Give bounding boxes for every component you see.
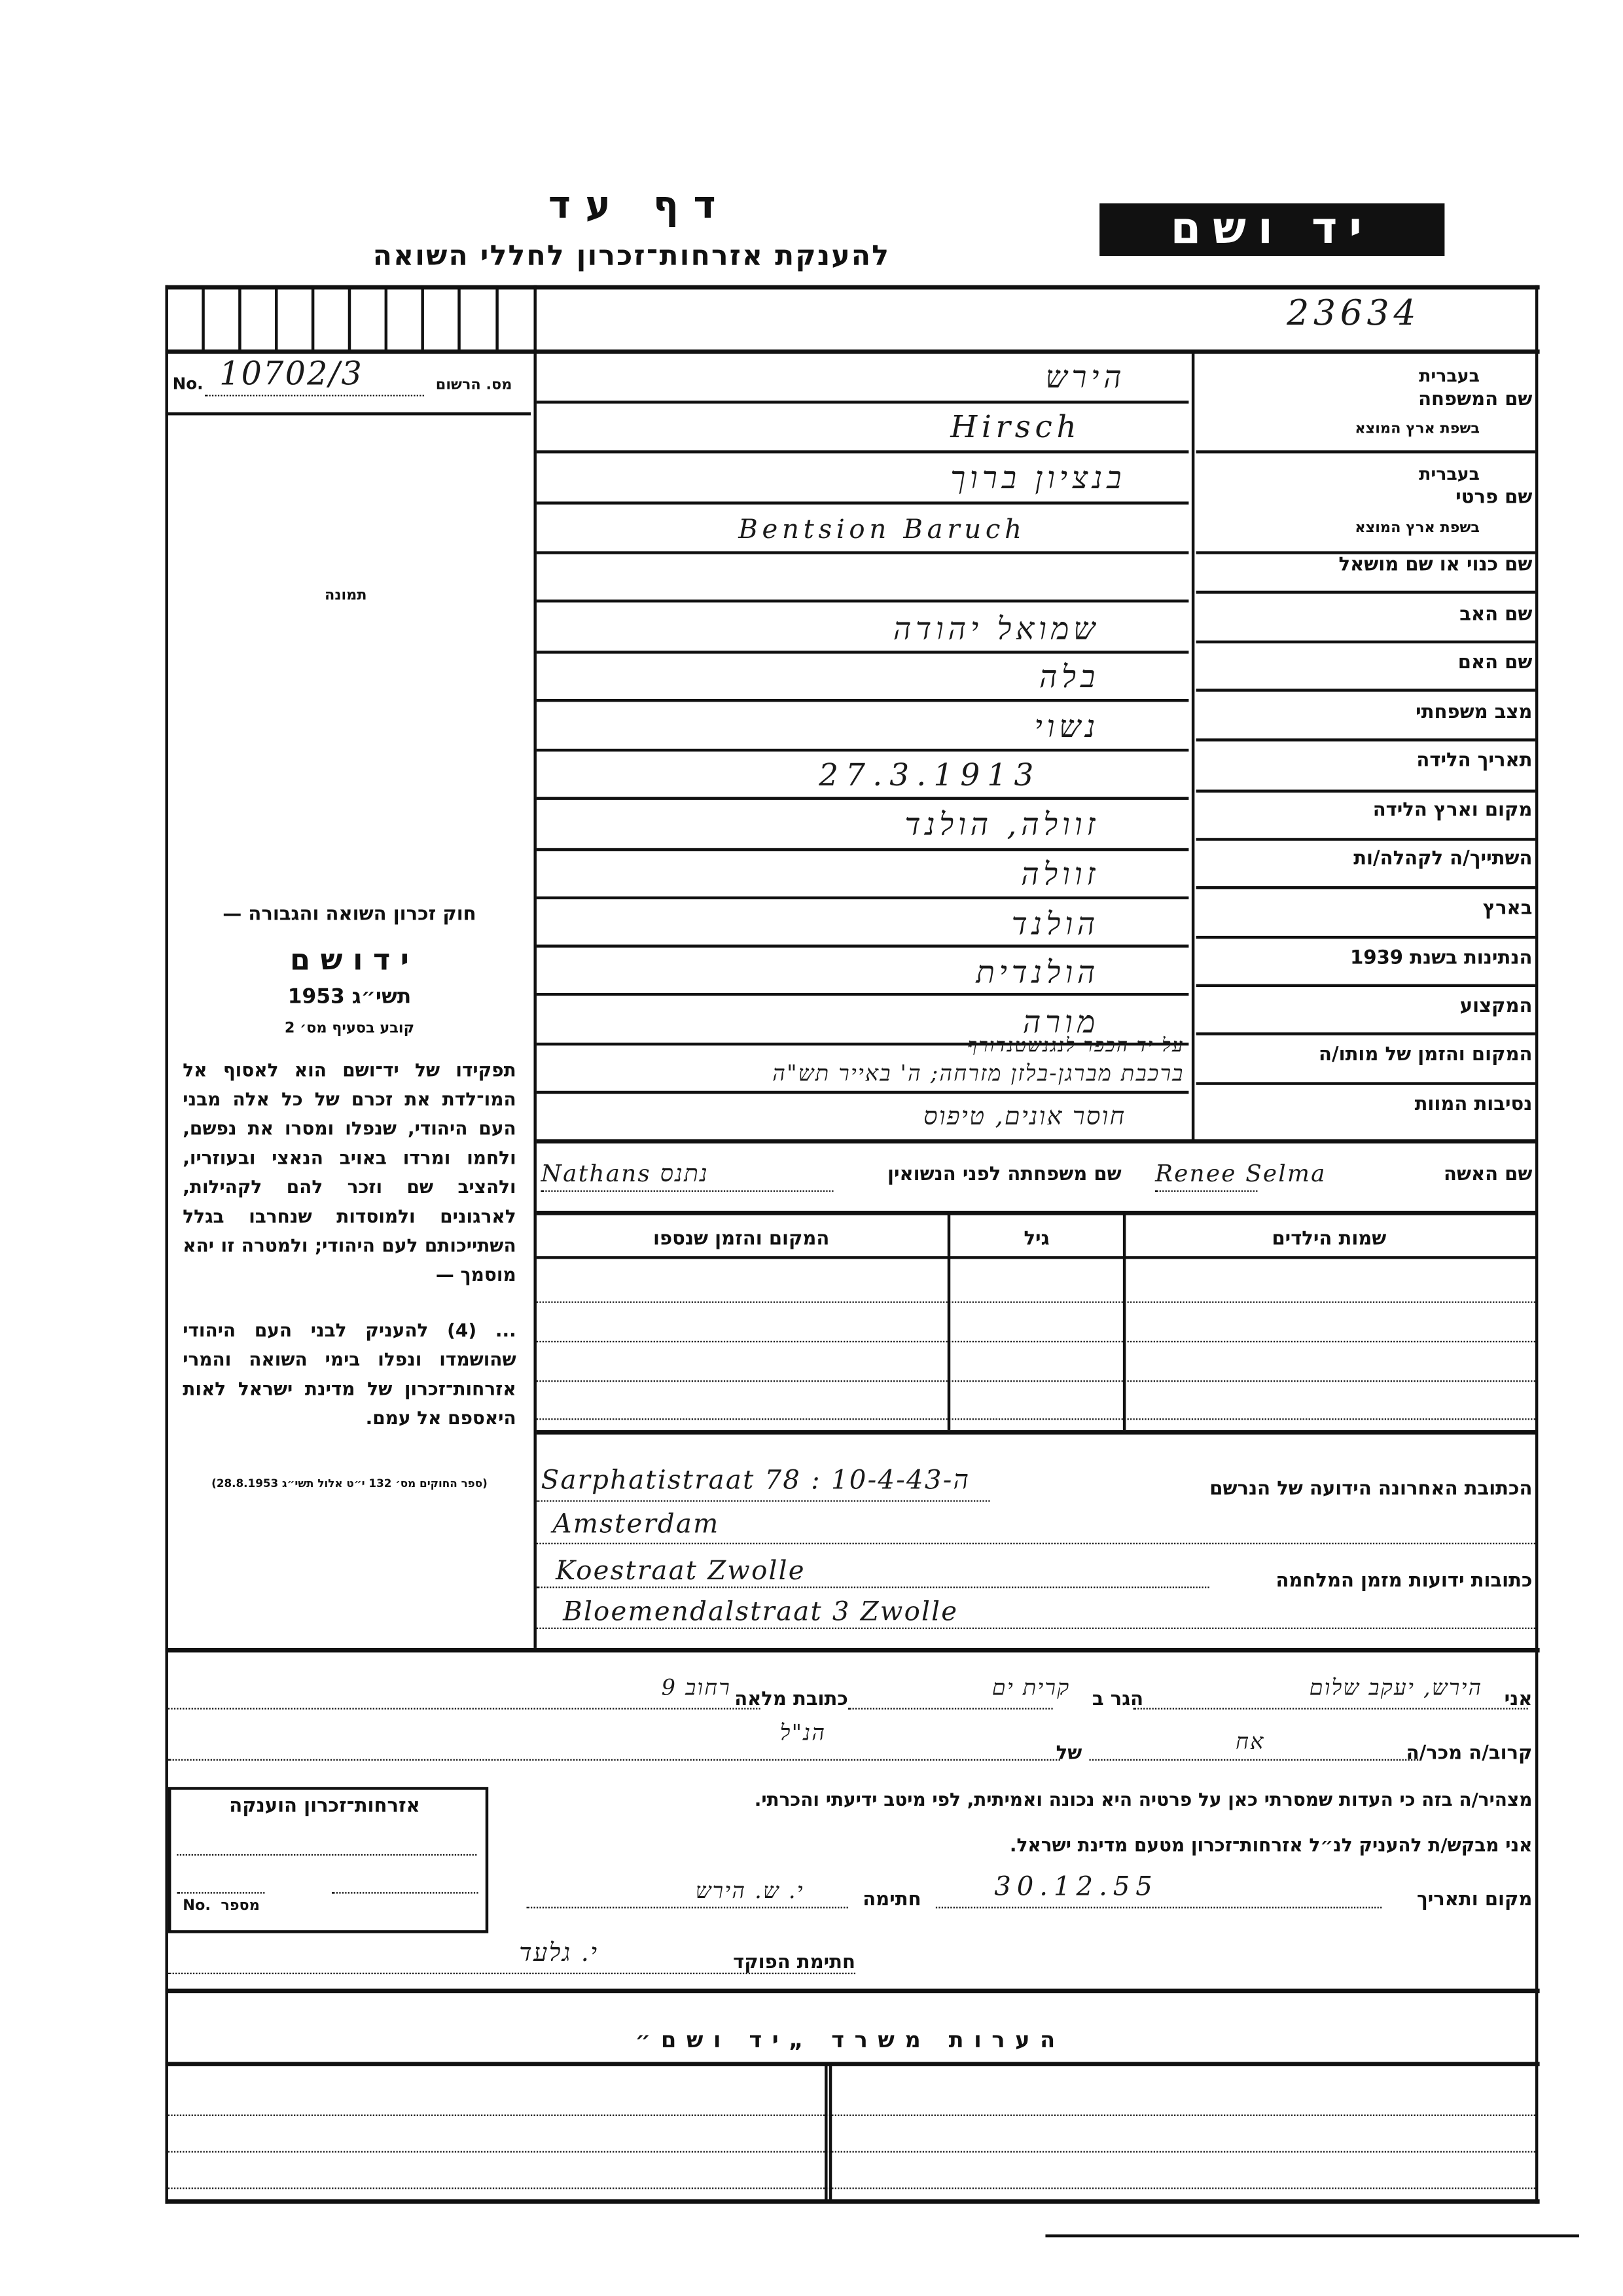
row-line xyxy=(1196,886,1535,889)
children-names-header: שמות הילדים xyxy=(1272,1228,1387,1251)
officer-signature-field[interactable] xyxy=(168,1973,855,1974)
children-age-header: גיל xyxy=(1024,1228,1050,1251)
row-line xyxy=(1196,789,1535,792)
declarant-city: קרית ים xyxy=(991,1674,1071,1701)
given-name-origin: Bentsion Baruch xyxy=(738,514,1026,546)
of-label: של xyxy=(1056,1743,1082,1765)
declarant-address: רחוב 9 xyxy=(661,1674,732,1701)
frame-left xyxy=(165,285,168,2204)
wartime-addresses-label: כתובות ידועות מזמן המלחמה xyxy=(1275,1570,1533,1593)
birth-date-label: תאריך הלידה xyxy=(1416,750,1533,772)
remarks-column-divider xyxy=(829,2065,832,2201)
box-cell xyxy=(385,288,387,350)
row-line xyxy=(1196,838,1535,840)
death-circumstances-value: חוסר אונים, טיפוס xyxy=(923,1102,1126,1132)
table-header-line xyxy=(537,1256,1537,1259)
table-column-divider xyxy=(948,1213,950,1430)
declarant-signature: י. ש. הירש xyxy=(695,1877,804,1904)
row-line xyxy=(1196,738,1535,741)
frame-bottom xyxy=(165,2199,1539,2204)
value-line xyxy=(537,749,1188,751)
nationality-label: הנתינות בשנת 1939 xyxy=(1350,947,1533,970)
dotted-line xyxy=(541,1191,834,1192)
label-column-divider xyxy=(1192,351,1194,1140)
full-address-label: כתובת מלאה xyxy=(734,1689,848,1712)
wartime-address-1: Koestraat Zwolle xyxy=(555,1556,806,1587)
in-origin-language-label-2: בשפת ארץ המוצא xyxy=(1355,520,1480,537)
request-text: אני מבקש/ת להעניק לנ״ל אזרחות־זכרון מטעם מדינת ישראל. xyxy=(1009,1833,1533,1856)
last-address-value: Sarphatistraat 78 : 10-4-43-ה xyxy=(541,1465,971,1496)
dotted-line xyxy=(1133,1708,1528,1710)
table-row[interactable] xyxy=(537,1301,1535,1302)
maiden-name: Nathans נתנס xyxy=(541,1159,709,1188)
law-section: קובע בסעיף מס׳ 2 xyxy=(284,1020,415,1037)
community-label: השתייך/ה לקהלה/ות xyxy=(1353,848,1533,870)
value-line xyxy=(537,551,1188,554)
marital-status-label: מצב משפחתי xyxy=(1416,702,1533,724)
given-name-label: שם פרטי xyxy=(1455,486,1533,509)
table-row[interactable] xyxy=(537,1418,1535,1420)
given-name-hebrew: בנציון ברוך xyxy=(950,460,1126,496)
place-date-value: 30.12.55 xyxy=(994,1871,1158,1903)
form-subtitle: להענקת אזרחות־זכרון לחללי השואה xyxy=(372,240,891,272)
death-place-line1: על יד הכפר לנגנשטנדורף xyxy=(967,1035,1185,1058)
row-line xyxy=(1196,551,1535,554)
death-place-time-label: המקום והזמן של מותו/ה xyxy=(1319,1044,1533,1066)
value-line xyxy=(537,848,1188,851)
box-cell xyxy=(312,288,314,350)
mother-name: בלה xyxy=(1039,659,1100,695)
header-row-divider xyxy=(165,350,1539,354)
relation-label: קרוב/ה מכר/ה xyxy=(1406,1743,1533,1765)
dotted-line xyxy=(168,1708,760,1710)
signature-label: חתימה xyxy=(863,1889,921,1912)
dotted-line xyxy=(537,1543,1535,1544)
dotted-line xyxy=(1155,1191,1257,1192)
row-line xyxy=(1196,1082,1535,1085)
dotted-line xyxy=(168,1759,1060,1761)
award-box-field[interactable] xyxy=(177,1854,476,1856)
section-divider xyxy=(165,2062,1539,2066)
officer-signature: י. גלעד xyxy=(519,1939,599,1969)
award-box xyxy=(168,1787,488,1933)
section-divider xyxy=(165,1989,1539,1994)
row-line xyxy=(1196,1032,1535,1035)
award-box-no-label: No. xyxy=(183,1897,211,1914)
dotted-line xyxy=(177,1892,264,1893)
left-column-divider xyxy=(533,285,536,1648)
remarks-line[interactable] xyxy=(165,2115,1535,2116)
dotted-line xyxy=(537,1587,1209,1588)
box-cell xyxy=(238,288,241,350)
registration-dotted-line xyxy=(205,395,424,396)
row-line xyxy=(1196,450,1535,453)
value-line xyxy=(537,450,1188,453)
registration-no-label: No. xyxy=(172,374,204,393)
law-paragraph-1: תפקידו של יד־ושם הוא לאסוף אל המו־לדת את זכרם של כל אלה מבני העם היהודי, שנפלו ומסרו את נפשם, ולחמו ומרדו באויב הנאצי ובעוזריו, ולהציב שם וזכר להם לקהילות, לארגונים ולמוסדות שנחרבו בגלל השתייכותם לעם היהודי; ולמטרה זו יהא מוסמך — xyxy=(183,1058,516,1285)
declaration-text: מצהיר/ה בזה כי העדות שמסרתי כאן על פרטיה היא נכונה ואמיתית, לפי מיטב ידיעתי והכרתי. xyxy=(754,1788,1533,1810)
dotted-line xyxy=(537,1628,1535,1629)
birth-date-value: 27.3.1913 xyxy=(819,757,1041,793)
dotted-line xyxy=(1089,1759,1418,1761)
box-cell xyxy=(495,288,498,350)
relation-value: אח xyxy=(1236,1728,1265,1755)
father-name: שמואל יהודה xyxy=(893,611,1100,647)
last-address-city: Amsterdam xyxy=(552,1509,720,1540)
table-row[interactable] xyxy=(537,1341,1535,1342)
remarks-line[interactable] xyxy=(165,2187,1535,2189)
dotted-line xyxy=(848,1708,1053,1710)
wartime-address-2: Bloemendalstraat 3 Zwolle xyxy=(563,1596,959,1628)
family-name-hebrew: הירש xyxy=(1045,359,1126,395)
profession-label: המקצוע xyxy=(1459,996,1533,1018)
box-cell xyxy=(275,288,277,350)
row-line xyxy=(1196,689,1535,691)
table-row[interactable] xyxy=(537,1380,1535,1382)
value-line xyxy=(537,401,1188,403)
value-line xyxy=(537,501,1188,504)
family-name-origin: Hirsch xyxy=(950,409,1081,445)
remarks-line[interactable] xyxy=(165,2151,1535,2153)
profession-value: מורה xyxy=(1022,1004,1100,1040)
officer-signature-label: חתימת הפוקד xyxy=(733,1952,856,1975)
registration-number: 10702/3 xyxy=(219,357,363,393)
section-divider xyxy=(537,1211,1537,1215)
footer-line xyxy=(1045,2234,1578,2237)
in-hebrew-label: בעברית xyxy=(1419,365,1480,386)
registration-line xyxy=(165,412,531,415)
signature-field[interactable] xyxy=(526,1907,848,1908)
death-place-line2: ברכבת מברגן-בלזן מזרחה; ה' באייר תש"ה xyxy=(772,1060,1185,1087)
marital-status-value: נשוי xyxy=(1034,709,1100,745)
row-line xyxy=(1196,936,1535,939)
declarant-name: הירש, יעקב שלום xyxy=(1309,1674,1483,1701)
mother-label: שם האם xyxy=(1457,652,1533,674)
value-line xyxy=(537,651,1188,653)
nationality-value: הולנדית xyxy=(976,954,1100,990)
row-line xyxy=(1196,641,1535,643)
birth-place-label: מקום וארץ הלידה xyxy=(1372,800,1533,822)
row-line xyxy=(1196,591,1535,594)
community-value: זוולה xyxy=(1021,857,1100,892)
maiden-name-label: שם משפחתה לפני הנשואין xyxy=(887,1164,1122,1186)
yad-vashem-logo: יד ושם xyxy=(1099,204,1444,256)
country-value: הולנד xyxy=(1011,906,1100,942)
frame-top xyxy=(165,285,1539,290)
photo-label: תמונה xyxy=(324,588,367,604)
value-line xyxy=(537,1091,1188,1094)
value-line xyxy=(537,797,1188,800)
law-year: תשי״ג 1953 xyxy=(287,985,412,1009)
value-line xyxy=(537,897,1188,899)
place-date-label: מקום ותאריך xyxy=(1416,1889,1533,1912)
value-line xyxy=(537,944,1188,947)
law-paragraph-2: ... (4) להעניק לבני העם היהודי שהושמדו ונפלו בימי השואה והמרי אזרחות־זכרון של מדינת ישראל לאות היאספם אל עמם. xyxy=(183,1319,516,1429)
wife-name: Renee Selma xyxy=(1155,1159,1327,1188)
file-number: 23634 xyxy=(1287,292,1421,334)
resides-label: הגר ב xyxy=(1092,1689,1144,1712)
box-cell xyxy=(421,288,423,350)
award-box-number-label: מספר xyxy=(221,1897,260,1914)
death-circumstances-label: נסיבות המוות xyxy=(1414,1094,1533,1116)
dotted-line xyxy=(332,1892,478,1893)
law-name: י ד ו ש ם xyxy=(289,941,409,977)
box-cell xyxy=(457,288,460,350)
dotted-line xyxy=(537,1500,990,1501)
table-column-divider xyxy=(1123,1213,1126,1430)
remarks-column-divider xyxy=(825,2065,827,2201)
family-name-label: שם המשפחה xyxy=(1418,389,1533,411)
box-cell xyxy=(348,288,351,350)
frame-right xyxy=(1535,285,1539,2204)
of-value: הנ"ל xyxy=(779,1719,827,1746)
wife-label: שם האשה xyxy=(1443,1164,1533,1186)
section-divider xyxy=(537,1430,1537,1435)
nickname-label: שם כנוי או שם מושאל xyxy=(1338,554,1533,577)
value-line xyxy=(537,993,1188,996)
law-title: חוק זכרון השואה והגבורה — xyxy=(223,903,476,926)
place-date-field[interactable] xyxy=(936,1907,1382,1908)
children-place-header: המקום והזמן שנספו xyxy=(653,1228,830,1251)
form-title: דף עד xyxy=(548,184,730,228)
registration-label: מס. הרשום xyxy=(435,377,512,393)
remarks-title: הערות משרד „יד ושם״ xyxy=(635,2026,1065,2053)
section-divider xyxy=(165,1648,1539,1653)
section-divider xyxy=(537,1139,1537,1143)
birth-place-value: זוולה, הולנד xyxy=(904,807,1100,842)
law-footnote: (ספר החוקים מס׳ 132 י״ט אלול תשי״ג 28.8.1953) xyxy=(211,1477,488,1490)
award-box-title: אזרחות־זכרון הוענקה xyxy=(229,1795,420,1818)
last-address-label: הכתובת האחרונה הידועה של הנרשם xyxy=(1209,1478,1533,1501)
value-line xyxy=(537,699,1188,702)
country-label: בארץ xyxy=(1482,897,1533,920)
value-line xyxy=(537,600,1188,602)
row-line xyxy=(1196,984,1535,987)
in-hebrew-label-2: בעברית xyxy=(1419,463,1480,484)
box-cell xyxy=(202,288,204,350)
father-label: שם האב xyxy=(1459,603,1533,626)
in-origin-language-label: בשפת ארץ המוצא xyxy=(1355,421,1480,438)
declarant-i-label: אני xyxy=(1504,1689,1533,1712)
